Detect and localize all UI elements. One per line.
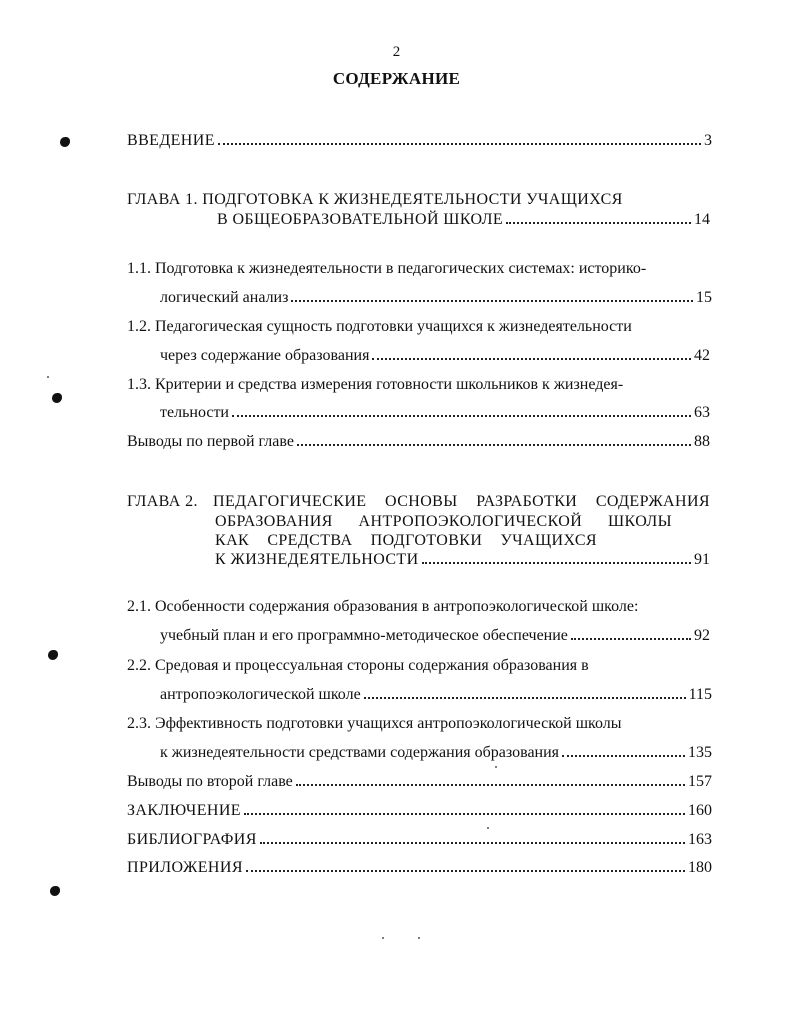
toc-entry-page: 91 [694,551,710,568]
toc-entry-page: 160 [688,802,712,819]
toc-leader-dots [297,444,691,446]
scan-speck [495,766,497,768]
section-1-3-line2: тельности [160,404,229,421]
section-1-1-line2: логический анализ [160,289,289,306]
toc-entry-page: 88 [694,433,710,450]
binder-hole-mark [60,137,70,147]
toc-entry-section-2-2 [160,685,712,705]
section-1-2-line2: через содержание образования [160,347,370,364]
chapter2-heading-line1 [127,492,710,512]
toc-leader-dots [562,755,685,757]
toc-entry-section-2-3 [160,743,712,763]
toc-leader-dots [571,638,691,640]
chapter2-heading-line3: КАК СРЕДСТВА ПОДГОТОВКИ УЧАЩИХСЯ [215,532,597,549]
toc-entry-page: 42 [694,347,710,364]
chapter1-heading-line1: ГЛАВА 1. ПОДГОТОВКА К ЖИЗНЕДЕЯТЕЛЬНОСТИ УЧАЩИХСЯ [127,191,623,208]
toc-leader-dots [291,300,693,302]
toc-entry-label: ЗАКЛЮЧЕНИЕ [127,802,241,819]
chapter2-heading-line2: ОБРАЗОВАНИЯ АНТРОПОЭКОЛОГИЧЕСКОЙ ШКОЛЫ [215,513,672,530]
section-2-2-line1: 2.2. Средовая и процессуальная стороны содержания образования в [127,657,589,674]
page-title: СОДЕРЖАНИЕ [332,69,461,88]
toc-entry-section-2-1 [160,626,710,646]
toc-entry-page: 115 [688,686,712,703]
binder-hole-mark [52,393,62,403]
binder-hole-mark [50,886,60,896]
section-2-2-line2: антропоэкологической школе [160,686,361,703]
binder-hole-mark [48,650,58,660]
toc-entry-label: Выводы по первой главе [127,433,294,450]
chapter2-label: ГЛАВА 2. [127,493,198,510]
section-1-2-line1: 1.2. Педагогическая сущность подготовки учащихся к жизнедеятельности [127,318,632,335]
toc-entry-chapter2-conclusions [127,772,712,792]
toc-entry-page: 157 [688,773,712,790]
section-2-1-line1: 2.1. Особенности содержания образования в антропоэкологической школе: [127,598,639,615]
toc-entry-chapter1-conclusions [127,432,710,452]
toc-entry-page: 3 [704,132,712,149]
scan-speck [47,376,49,378]
toc-entry-page: 135 [688,744,712,761]
toc-entry-appendices [127,858,712,878]
toc-entry-chapter2 [215,550,710,570]
chapter1-heading-line2: В ОБЩЕОБРАЗОВАТЕЛЬНОЙ ШКОЛЕ [217,211,504,228]
toc-entry-introduction [127,131,712,151]
toc-entry-bibliography [127,830,712,850]
page-number: 2 [392,44,401,60]
toc-leader-dots [422,562,691,564]
toc-leader-dots [260,842,685,844]
toc-entry-page: 14 [694,211,710,228]
toc-leader-dots [296,784,685,786]
scan-speck [487,827,489,829]
toc-entry-label: ПРИЛОЖЕНИЯ [127,859,243,876]
scan-speck [382,937,384,939]
section-2-3-line2: к жизнедеятельности средствами содержания образования [160,744,560,761]
scan-speck [418,937,420,939]
toc-leader-dots [244,813,685,815]
toc-leader-dots [506,222,691,224]
section-2-1-line2: учебный план и его программно-методическое обеспечение [160,627,568,644]
toc-leader-dots [364,697,686,699]
toc-entry-page: 163 [688,831,712,848]
toc-entry-page: 15 [696,289,712,306]
section-1-3-line1: 1.3. Критерии и средства измерения готовности школьников к жизнедея- [127,376,624,393]
toc-leader-dots [246,870,685,872]
toc-entry-label: БИБЛИОГРАФИЯ [127,831,257,848]
section-1-1-line1: 1.1. Подготовка к жизнедеятельности в педагогических системах: историко- [127,260,647,277]
toc-entry-label: Выводы по второй главе [127,773,293,790]
toc-entry-label: ВВЕДЕНИЕ [127,132,215,149]
toc-entry-section-1-1 [160,288,712,308]
toc-entry-page: 92 [694,627,710,644]
toc-leader-dots [372,358,691,360]
toc-leader-dots [218,143,701,145]
toc-entry-section-1-3 [160,403,710,423]
chapter2-title-start: ПЕДАГОГИЧЕСКИЕ ОСНОВЫ РАЗРАБОТКИ СОДЕРЖАНИЯ [213,493,710,510]
toc-entry-page: 180 [688,859,712,876]
chapter2-heading-line4: К ЖИЗНЕДЕЯТЕЛЬНОСТИ [215,551,419,568]
toc-entry-conclusion [127,801,712,821]
toc-entry-chapter1 [217,210,710,230]
toc-leader-dots [232,415,691,417]
section-2-3-line1: 2.3. Эффективность подготовки учащихся антропоэкологической школы [127,715,622,732]
toc-entry-section-1-2 [160,346,710,366]
toc-entry-page: 63 [694,404,710,421]
